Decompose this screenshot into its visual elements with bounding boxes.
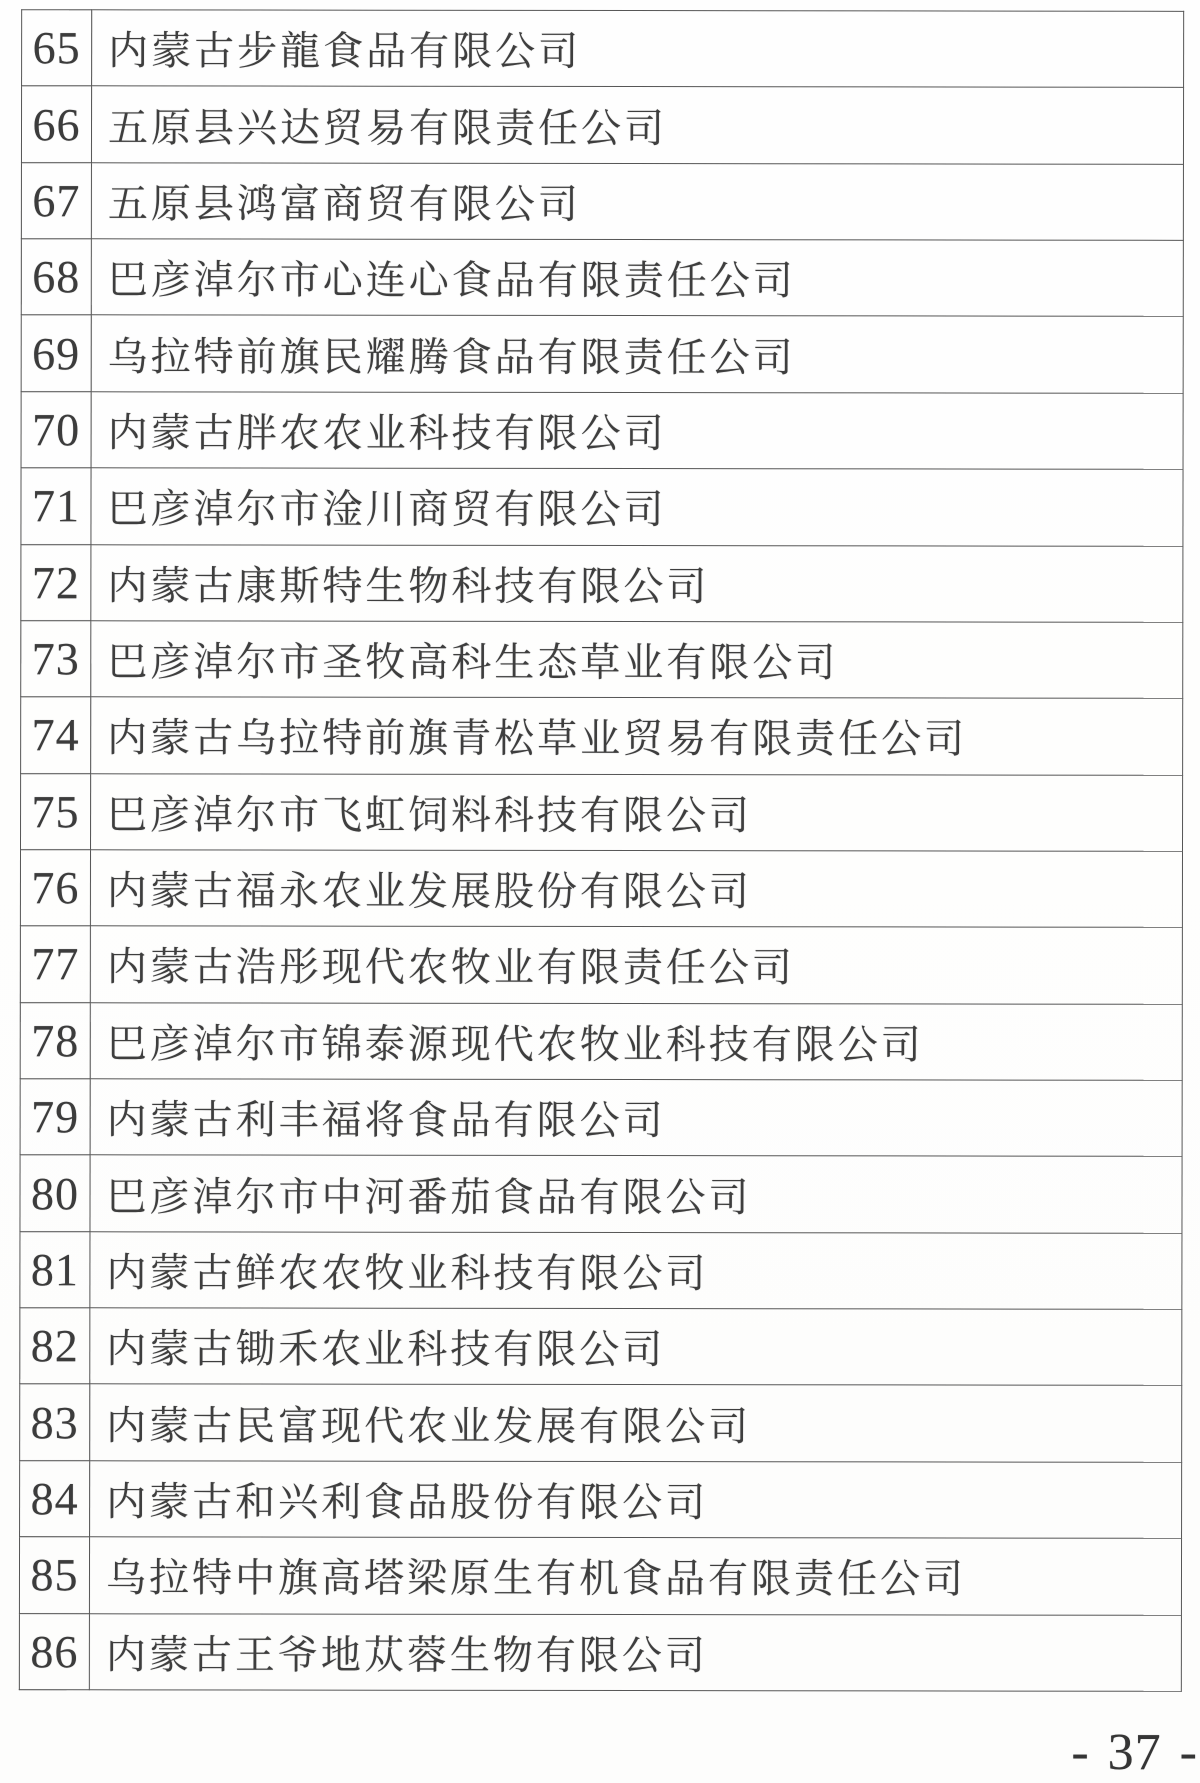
table-row [19, 1613, 1181, 1691]
company-name-cell: 巴彦淖尔市圣牧高科生态草业有限公司 [91, 621, 1183, 699]
company-name-cell: 内蒙古利丰福将食品有限公司 [90, 1079, 1182, 1157]
table-row [21, 162, 1183, 240]
company-name-cell: 内蒙古福永农业发展股份有限公司 [90, 850, 1182, 928]
table-row [20, 850, 1182, 928]
company-name-cell: 内蒙古和兴利食品股份有限公司 [90, 1461, 1182, 1539]
company-name-cell: 内蒙古康斯特生物科技有限公司 [91, 544, 1183, 622]
company-name-cell: 巴彦淖尔市锦泰源现代农牧业科技有限公司 [90, 1002, 1182, 1080]
table-row [21, 391, 1183, 469]
table-row [20, 1231, 1182, 1309]
company-list-table-container [19, 9, 1184, 1692]
row-number-cell: 78 [20, 1002, 90, 1078]
row-number-cell: 80 [20, 1155, 90, 1231]
company-name-cell: 巴彦淖尔市中河番茄食品有限公司 [90, 1155, 1182, 1233]
table-row [21, 621, 1183, 699]
table-row [20, 1002, 1182, 1080]
row-number-cell: 79 [20, 1079, 90, 1155]
table-row [20, 1308, 1182, 1386]
company-name-cell: 乌拉特前旗民耀腾食品有限责任公司 [91, 315, 1183, 393]
table-row [21, 697, 1183, 775]
row-number-cell: 84 [20, 1461, 90, 1537]
row-number-cell: 74 [21, 697, 91, 773]
row-number-cell: 86 [19, 1613, 89, 1690]
row-number-cell: 77 [20, 926, 90, 1002]
row-number-cell: 83 [20, 1384, 90, 1460]
row-number-cell: 76 [20, 850, 90, 926]
company-table-body [19, 10, 1183, 1692]
company-name-cell: 巴彦淖尔市心连心食品有限责任公司 [91, 239, 1183, 317]
company-name-cell: 内蒙古鲜农农牧业科技有限公司 [90, 1232, 1182, 1310]
row-number-cell: 85 [19, 1537, 89, 1613]
row-number-cell: 66 [21, 86, 91, 162]
row-number-cell: 68 [21, 239, 91, 315]
row-number-cell: 67 [21, 162, 91, 238]
company-name-cell: 巴彦淖尔市淦川商贸有限公司 [91, 468, 1183, 546]
table-row [20, 1461, 1182, 1539]
company-list-table [19, 9, 1184, 1692]
table-row [21, 544, 1183, 622]
row-number-cell: 82 [20, 1308, 90, 1384]
table-row [21, 86, 1183, 164]
row-number-cell: 72 [21, 544, 91, 620]
row-number-cell: 73 [21, 621, 91, 697]
row-number-cell: 69 [21, 315, 91, 391]
table-row [20, 1079, 1182, 1157]
row-number-cell: 81 [20, 1231, 90, 1307]
table-row [21, 315, 1183, 393]
table-row [19, 1537, 1181, 1615]
table-row [21, 468, 1183, 546]
row-number-cell: 71 [21, 468, 91, 544]
company-name-cell: 内蒙古步龍食品有限公司 [92, 10, 1184, 88]
company-name-cell: 内蒙古民富现代农业发展有限公司 [90, 1384, 1182, 1462]
company-name-cell: 乌拉特中旗高塔梁原生有机食品有限责任公司 [89, 1537, 1181, 1615]
company-name-cell: 巴彦淖尔市飞虹饲料科技有限公司 [91, 773, 1183, 851]
company-name-cell: 内蒙古浩彤现代农牧业有限责任公司 [90, 926, 1182, 1004]
company-name-cell: 内蒙古锄禾农业科技有限公司 [90, 1308, 1182, 1386]
table-row [20, 926, 1182, 1004]
company-name-cell: 五原县鸿富商贸有限公司 [91, 163, 1183, 241]
row-number-cell: 75 [21, 773, 91, 849]
table-row [21, 239, 1183, 317]
table-row [21, 773, 1183, 851]
row-number-cell: 65 [22, 10, 92, 86]
company-name-cell: 五原县兴达贸易有限责任公司 [91, 86, 1183, 164]
page-number: - 37 - [1071, 1724, 1198, 1781]
table-row [20, 1384, 1182, 1462]
table-row [20, 1155, 1182, 1233]
company-name-cell: 内蒙古乌拉特前旗青松草业贸易有限责任公司 [91, 697, 1183, 775]
table-row [22, 10, 1184, 88]
company-name-cell: 内蒙古胖农农业科技有限公司 [91, 392, 1183, 470]
company-name-cell: 内蒙古王爷地苁蓉生物有限公司 [89, 1613, 1181, 1691]
row-number-cell: 70 [21, 391, 91, 467]
